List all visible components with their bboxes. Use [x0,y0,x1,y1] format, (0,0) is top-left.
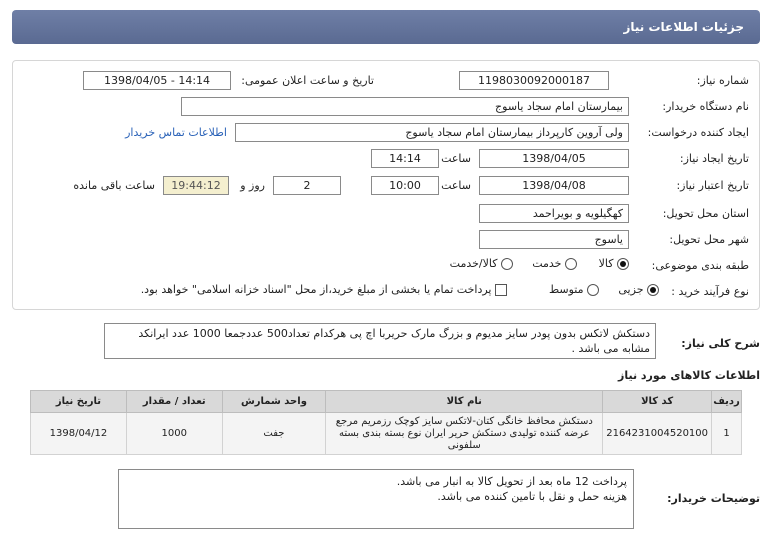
announce-field[interactable]: 1398/04/05 - 14:14 [83,71,231,90]
validity-date-label: تاریخ اعتبار نیاز: [676,179,749,192]
category-option-goods[interactable]: کالا [599,257,629,270]
summary-text: دستکش لاتکس بدون پودر سایز مدیوم و بزرگ مارک حریربا اچ پی هرکدام تعداد500 عددجمعا 1000 عدد ایرانکد مشابه می باشد . [104,323,656,359]
category-option-service[interactable]: خدمت [532,257,577,270]
need-number-field[interactable]: 1198030092000187 [459,71,609,90]
remaining-time-field: 19:44:12 [163,176,229,195]
column-name: نام کالا [326,391,603,413]
column-qty: تعداد / مقدار [126,391,222,413]
created-time-field[interactable]: 14:14 [371,149,439,168]
radio-icon[interactable] [587,284,599,296]
created-date-label: تاریخ ایجاد نیاز: [679,152,749,165]
remaining-days-field[interactable]: 2 [273,176,341,195]
validity-time-field[interactable]: 10:00 [371,176,439,195]
announce-label: تاریخ و ساعت اعلان عمومی: [241,74,374,87]
note-line: پرداخت 12 ماه بعد از تحویل کالا به انبار می باشد. [396,475,627,488]
process-label: نوع فرآیند خرید : [671,285,749,298]
column-row: ردیف [712,391,742,413]
city-field[interactable]: یاسوج [479,230,629,249]
goods-qty: 1000 [126,413,222,455]
buyer-label: نام دستگاه خریدار: [662,100,749,113]
created-time-label: ساعت [441,152,471,165]
checkbox-icon[interactable] [495,284,507,296]
row-number: 1 [712,413,742,455]
goods-header-row [31,391,742,413]
summary-label: شرح کلی نیاز: [681,337,760,350]
goods-unit: جفت [222,413,326,455]
days-label: روز و [240,179,265,192]
column-unit: واحد شمارش [222,391,326,413]
note-line: هزینه حمل و نقل با تامین کننده می باشد. [437,490,627,503]
need-number-label: شماره نیاز: [696,74,749,87]
process-option-minor[interactable]: جزیی [618,283,659,296]
province-label: استان محل تحویل: [662,207,749,220]
need-details-panel [12,60,760,310]
radio-selected-icon[interactable] [617,258,629,270]
table-row [31,413,742,455]
creator-field[interactable]: ولی آروین کارپرداز بیمارستان امام سجاد یاسوج [235,123,629,142]
page-header [12,10,760,44]
page-title: جزئیات اطلاعات نیاز [623,20,744,34]
column-code: کد کالا [603,391,712,413]
process-option-medium[interactable]: متوسط [549,283,599,296]
treasury-payment-option[interactable]: پرداخت تمام یا بخشی از مبلغ خرید،از محل "اسناد خزانه اسلامی" خواهد بود. [141,283,507,296]
radio-icon[interactable] [565,258,577,270]
notes-box [118,469,634,529]
validity-time-label: ساعت [441,179,471,192]
goods-title: اطلاعات کالاهای مورد نیاز [618,369,760,382]
created-date-field[interactable]: 1398/04/05 [479,149,629,168]
radio-selected-icon[interactable] [647,284,659,296]
validity-date-field[interactable]: 1398/04/08 [479,176,629,195]
radio-icon[interactable] [501,258,513,270]
category-label: طبقه بندی موضوعی: [651,259,749,272]
city-label: شهر محل تحویل: [669,233,749,246]
column-date: تاریخ نیاز [31,391,127,413]
notes-label: توضیحات خریدار: [667,492,760,505]
category-option-goods-service[interactable]: کالا/خدمت [450,257,513,270]
remaining-label: ساعت باقی مانده [73,179,155,192]
goods-date: 1398/04/12 [31,413,127,455]
goods-table [30,390,742,455]
buyer-field[interactable]: بیمارستان امام سجاد یاسوج [181,97,629,116]
creator-label: ایجاد کننده درخواست: [647,126,749,139]
goods-code: 2164231004520100 [603,413,712,455]
province-field[interactable]: کهگیلویه و بویراحمد [479,204,629,223]
buyer-contact-link[interactable]: اطلاعات تماس خریدار [125,126,227,139]
goods-name: دستکش محافظ خانگی کتان-لاتکس سایز کوچک رزمریم مرجع عرضه کننده تولیدی دستکش حریر ایران نوع بسته بندی بسته سلفونی [326,413,603,455]
